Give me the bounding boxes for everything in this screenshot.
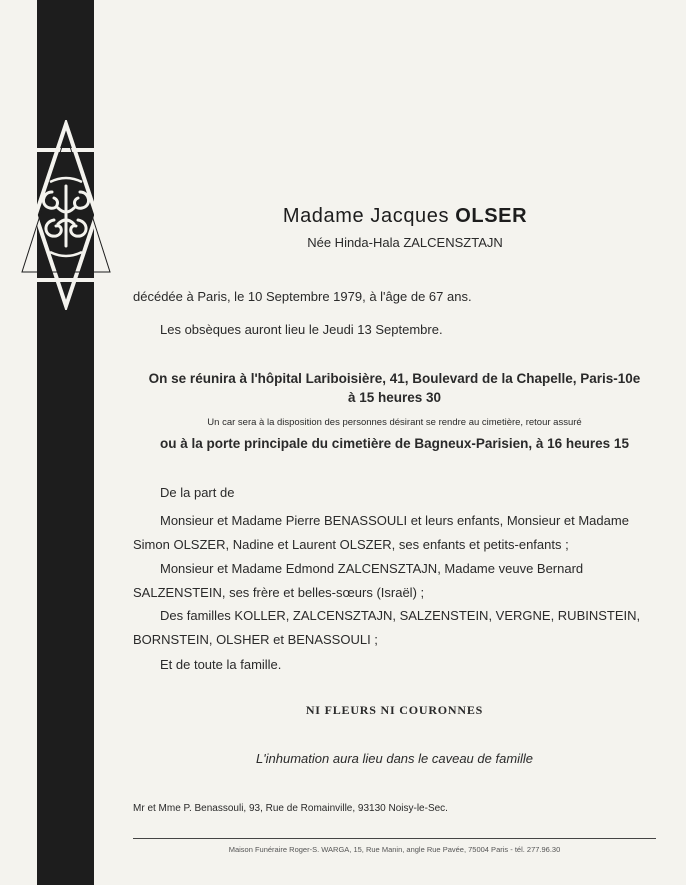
death-notice: décédée à Paris, le 10 Septembre 1979, à l'âge de 67 ans. xyxy=(133,289,472,304)
family-line: Simon OLSZER, Nadine et Laurent OLSZER, ses enfants et petits-enfants ; xyxy=(133,537,569,552)
funeral-date: Les obsèques auront lieu le Jeudi 13 Septembre. xyxy=(160,322,443,337)
printer-imprint: Maison Funéraire Roger-S. WARGA, 15, Rue Manin, angle Rue Pavée, 75004 Paris - tél. 277.96.30 xyxy=(228,845,561,854)
family-address: Mr et Mme P. Benassouli, 93, Rue de Romainville, 93130 Noisy-le-Sec. xyxy=(133,803,448,814)
cemetery-meeting: ou à la porte principale du cimetière de Bagneux-Parisien, à 16 heures 15 xyxy=(160,436,629,451)
no-flowers-notice: NI FLEURS NI COURONNES xyxy=(305,703,484,717)
meeting-time: à 15 heures 30 xyxy=(347,390,442,405)
footer-divider xyxy=(133,838,656,839)
family-line: Des familles KOLLER, ZALCENSZTAJN, SALZENSTEIN, VERGNE, RUBINSTEIN, xyxy=(160,608,641,623)
family-line: Monsieur et Madame Edmond ZALCENSZTAJN, Madame veuve Bernard xyxy=(160,561,584,576)
star-of-david-monogram-icon xyxy=(10,120,122,310)
bus-note: Un car sera à la disposition des personnes désirant se rendre au cimetière, retour assuré xyxy=(207,417,582,428)
burial-notice: L'inhumation aura lieu dans le caveau de famille xyxy=(255,751,534,766)
deceased-surname: OLSER xyxy=(455,205,528,227)
family-line: SALZENSTEIN, ses frère et belles-sœurs (Israël) ; xyxy=(133,585,425,600)
family-line: Et de toute la famille. xyxy=(160,657,282,672)
from-intro: De la part de xyxy=(160,485,235,500)
deceased-title: Madame Jacques xyxy=(282,205,450,227)
maiden-name: Née Hinda-Hala ZALCENSZTAJN xyxy=(307,235,503,250)
family-line: Monsieur et Madame Pierre BENASSOULI et leurs enfants, Monsieur et Madame xyxy=(160,513,629,528)
family-line: BORNSTEIN, OLSHER et BENASSOULI ; xyxy=(133,632,378,647)
deceased-name xyxy=(250,205,560,228)
meeting-place: On se réunira à l'hôpital Lariboisière, 41, Boulevard de la Chapelle, Paris-10e xyxy=(148,371,641,386)
